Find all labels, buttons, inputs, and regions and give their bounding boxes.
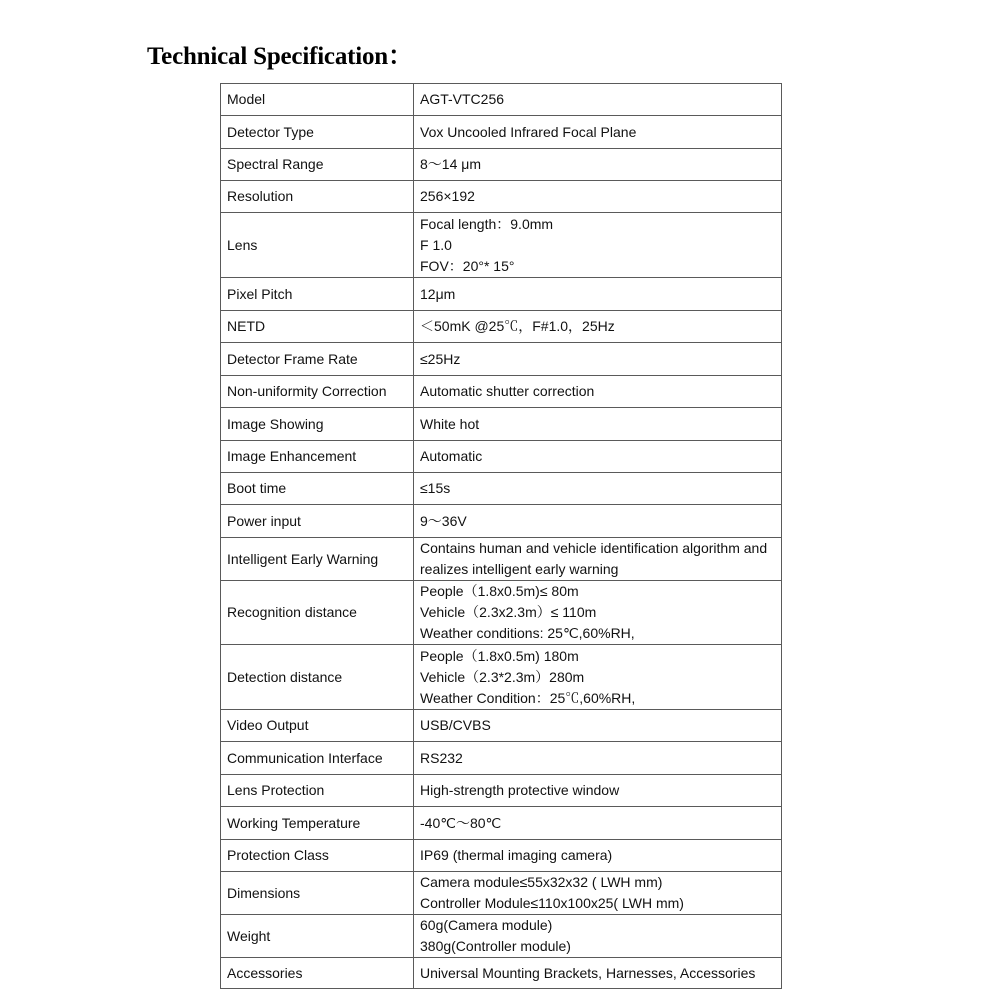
spec-value <box>414 538 782 581</box>
spec-table <box>220 83 782 989</box>
spec-label: Boot time <box>221 473 414 505</box>
spec-row <box>221 116 782 149</box>
spec-value <box>414 278 782 311</box>
spec-value-line: People（1.8x0.5m)≤ 80m <box>420 583 579 599</box>
spec-value-line: Vox Uncooled Infrared Focal Plane <box>420 123 637 140</box>
spec-value-line: 380g(Controller module) <box>420 938 571 954</box>
spec-label: Lens Protection <box>221 775 414 807</box>
spec-row <box>221 872 782 915</box>
spec-value <box>414 311 782 343</box>
spec-label: Recognition distance <box>221 581 414 645</box>
spec-label: Spectral Range <box>221 149 414 181</box>
spec-value <box>414 775 782 807</box>
spec-value-line: Vehicle（2.3*2.3m）280m <box>420 668 585 685</box>
spec-value <box>414 408 782 441</box>
spec-value-line: Controller Module≤110x100x25( LWH mm) <box>420 895 684 911</box>
spec-label: Resolution <box>221 181 414 213</box>
spec-value <box>414 915 782 958</box>
spec-label: Detection distance <box>221 645 414 710</box>
spec-value-line: 60g(Camera module) <box>420 917 553 933</box>
spec-value <box>414 958 782 989</box>
spec-value-line: IP69 (thermal imaging camera) <box>420 847 613 863</box>
spec-label: Weight <box>221 915 414 958</box>
spec-row <box>221 408 782 441</box>
spec-value-line: USB/CVBS <box>420 717 491 733</box>
spec-row <box>221 376 782 408</box>
spec-value <box>414 645 782 710</box>
spec-value <box>414 505 782 538</box>
spec-value-line: Vehicle（2.3x2.3m）≤ 110m <box>420 604 597 620</box>
spec-value-line: Contains human and vehicle identification algorithm and <box>420 540 768 556</box>
spec-value <box>414 473 782 505</box>
spec-row <box>221 213 782 278</box>
spec-value <box>414 840 782 872</box>
spec-value-line: Automatic <box>420 448 483 464</box>
spec-value-line: High-strength protective window <box>420 782 620 798</box>
spec-row <box>221 149 782 181</box>
spec-label: Power input <box>221 505 414 538</box>
spec-value-line: People（1.8x0.5m) 180m <box>420 647 579 664</box>
spec-value-line: Weather Condition：25℃,60%RH, <box>420 689 636 706</box>
spec-row <box>221 807 782 840</box>
spec-value-line: -40℃～80℃ <box>420 814 502 831</box>
spec-value-line: F 1.0 <box>420 236 452 253</box>
spec-row <box>221 775 782 807</box>
spec-value-line: 9～36V <box>420 512 467 529</box>
spec-label: Intelligent Early Warning <box>221 538 414 581</box>
spec-row <box>221 441 782 473</box>
spec-table-body <box>221 84 782 989</box>
spec-row <box>221 473 782 505</box>
spec-value <box>414 441 782 473</box>
spec-value-line: ≤15s <box>420 480 451 496</box>
page-title: Technical Specification： <box>147 43 413 70</box>
spec-row <box>221 311 782 343</box>
spec-value <box>414 581 782 645</box>
spec-row <box>221 181 782 213</box>
spec-value <box>414 742 782 775</box>
spec-row <box>221 84 782 116</box>
spec-value <box>414 116 782 149</box>
spec-label: Model <box>221 84 414 116</box>
spec-value <box>414 343 782 376</box>
spec-row <box>221 915 782 958</box>
spec-value <box>414 807 782 840</box>
spec-label: Image Enhancement <box>221 441 414 473</box>
spec-label: Detector Frame Rate <box>221 343 414 376</box>
spec-value-line: 256×192 <box>420 188 475 204</box>
spec-value <box>414 710 782 742</box>
spec-label: Communication Interface <box>221 742 414 775</box>
spec-label: Video Output <box>221 710 414 742</box>
spec-row <box>221 278 782 311</box>
spec-row <box>221 538 782 581</box>
spec-value-line: White hot <box>420 415 480 432</box>
spec-label: Protection Class <box>221 840 414 872</box>
spec-value-line: RS232 <box>420 749 463 766</box>
spec-label: Accessories <box>221 958 414 989</box>
spec-label: Non-uniformity Correction <box>221 376 414 408</box>
spec-value <box>414 149 782 181</box>
spec-row <box>221 840 782 872</box>
spec-row <box>221 742 782 775</box>
spec-row <box>221 958 782 989</box>
spec-row <box>221 645 782 710</box>
spec-label: Lens <box>221 213 414 278</box>
spec-row <box>221 581 782 645</box>
spec-value <box>414 376 782 408</box>
spec-row <box>221 710 782 742</box>
spec-label: Detector Type <box>221 116 414 149</box>
spec-label: Dimensions <box>221 872 414 915</box>
spec-value-line: 12μm <box>420 285 456 302</box>
spec-value <box>414 181 782 213</box>
spec-label: Working Temperature <box>221 807 414 840</box>
spec-row <box>221 505 782 538</box>
spec-value-line: Automatic shutter correction <box>420 383 595 399</box>
spec-value <box>414 872 782 915</box>
spec-value-line: ＜50mK @25℃，F#1.0，25Hz <box>420 318 615 334</box>
spec-value-line: FOV：20°* 15° <box>420 257 515 274</box>
spec-value-line: Weather conditions: 25℃,60%RH, <box>420 625 635 641</box>
spec-value-line: AGT-VTC256 <box>420 91 505 107</box>
spec-label: Pixel Pitch <box>221 278 414 311</box>
spec-value-line: Focal length：9.0mm <box>420 215 554 232</box>
spec-value-line: realizes intelligent early warning <box>420 561 619 577</box>
spec-row <box>221 343 782 376</box>
spec-value-line: ≤25Hz <box>420 350 461 367</box>
spec-label: NETD <box>221 311 414 343</box>
spec-value-line: Universal Mounting Brackets, Harnesses, Accessories <box>420 964 756 981</box>
spec-value-line: Camera module≤55x32x32 ( LWH mm) <box>420 874 663 890</box>
spec-label: Image Showing <box>221 408 414 441</box>
spec-value-line: 8～14 μm <box>420 156 481 172</box>
spec-value <box>414 84 782 116</box>
spec-value <box>414 213 782 278</box>
